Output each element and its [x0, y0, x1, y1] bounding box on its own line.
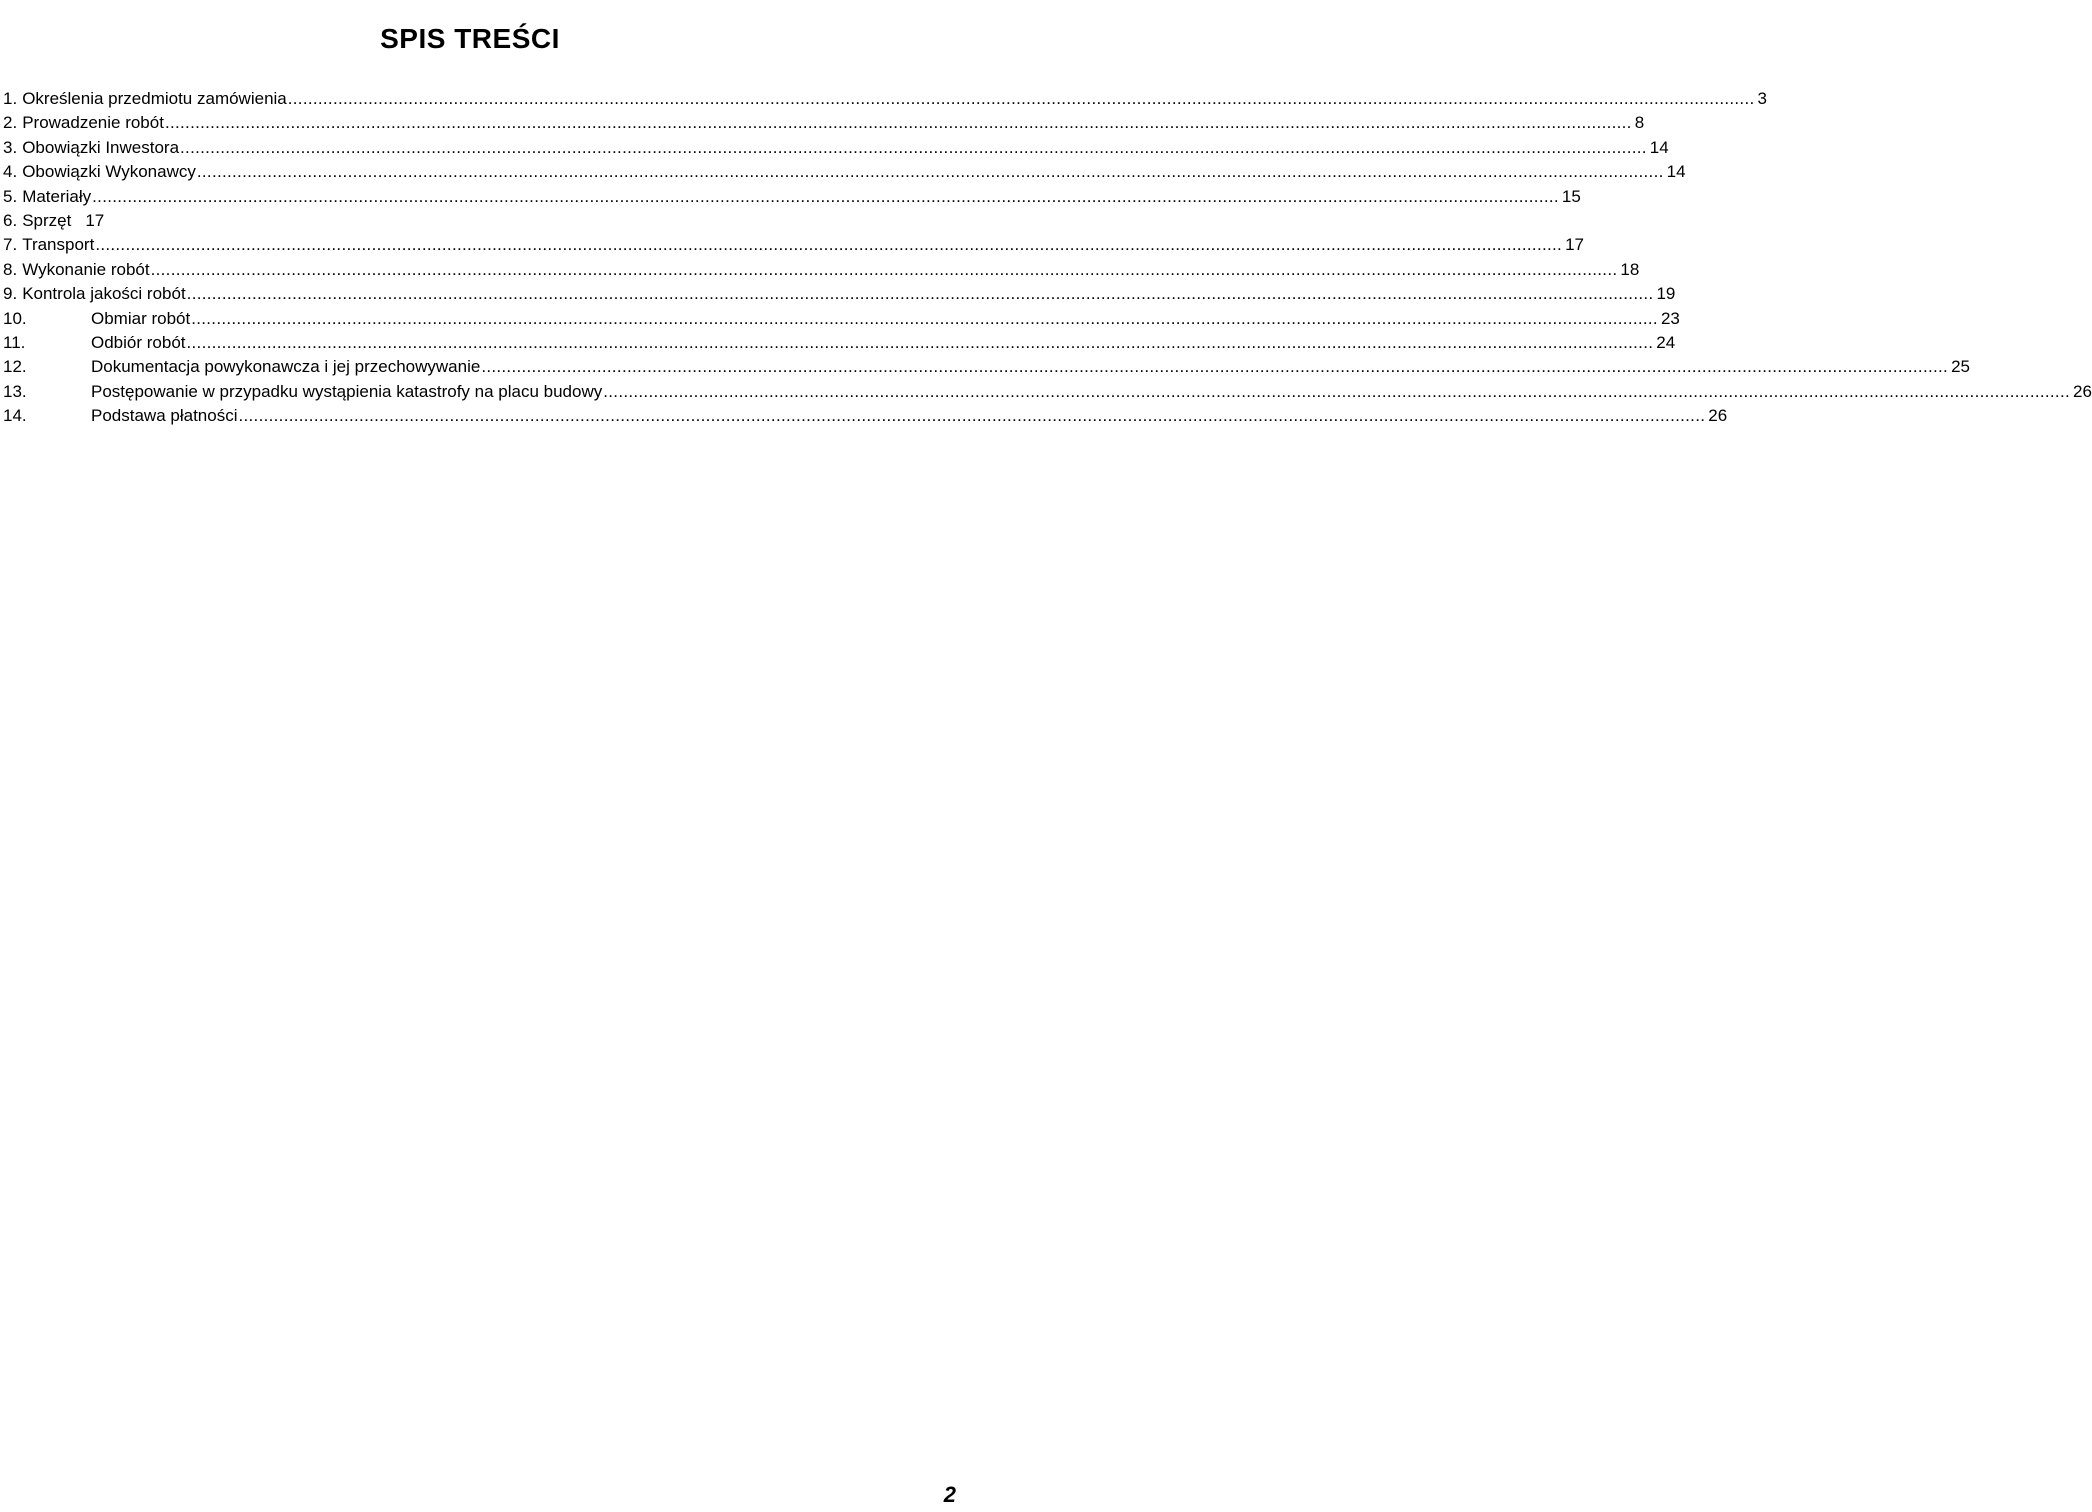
toc-entry-page: 17: [85, 210, 105, 230]
toc-entry-3[interactable]: [3, 136, 1669, 160]
toc-entry-number: 7.: [3, 235, 18, 255]
toc-entry-label: Postępowanie w przypadku wystąpienia katastrofy na placu budowy: [91, 381, 603, 401]
table-of-contents: [3, 87, 2092, 428]
toc-entry-page: 26: [1708, 406, 1728, 426]
toc-dot-leader: [481, 355, 1948, 379]
toc-entry-label: Dokumentacja powykonawcza i jej przechowywanie: [91, 357, 481, 377]
toc-entry-page: 26: [2073, 381, 2092, 401]
toc-entry-number: 9.: [3, 284, 18, 304]
toc-entry-number: 1.: [3, 89, 18, 108]
toc-dot-leader: [191, 307, 1658, 331]
toc-entry-label: Obmiar robót: [91, 308, 191, 328]
toc-entry-page: 14: [1649, 137, 1669, 157]
toc-entry-label: Obowiązki Inwestora: [22, 137, 180, 157]
toc-dot-leader: [238, 404, 1705, 428]
toc-entry-10[interactable]: [3, 307, 1680, 331]
page-title: SPIS TREŚCI: [380, 22, 560, 54]
toc-entry-number: 4.: [3, 162, 18, 182]
toc-entry-label: Określenia przedmiotu zamówienia: [22, 89, 287, 108]
toc-entry-number: 3.: [3, 137, 18, 157]
toc-entry-page: 8: [1634, 113, 1645, 133]
toc-entry-number: 5.: [3, 186, 18, 206]
toc-entry-page: 23: [1660, 308, 1680, 328]
toc-entry-label: Sprzęt: [22, 210, 72, 230]
toc-entry-page: 19: [1656, 284, 1676, 304]
toc-entry-12[interactable]: [3, 355, 1970, 379]
toc-entry-page: 15: [1561, 186, 1581, 206]
toc-entry-7[interactable]: [3, 233, 1584, 257]
toc-dot-leader: [603, 380, 2070, 404]
toc-entry-label: Kontrola jakości robót: [22, 284, 186, 304]
toc-entry-9[interactable]: [3, 282, 1676, 306]
toc-entry-1[interactable]: [3, 87, 1767, 111]
toc-entry-label: Obowiązki Wykonawcy: [22, 162, 196, 182]
toc-entry-13[interactable]: [3, 380, 2092, 404]
toc-dot-leader: [151, 258, 1618, 282]
toc-entry-11[interactable]: [3, 331, 1676, 355]
toc-entry-number: 13.: [3, 381, 27, 401]
toc-entry-5[interactable]: [3, 185, 1581, 209]
toc-entry-page: 17: [1565, 235, 1584, 255]
toc-entry-label: Podstawa płatności: [91, 406, 238, 426]
toc-entry-label: Transport: [22, 235, 95, 255]
toc-entry-number: 6.: [3, 210, 18, 230]
toc-entry-4[interactable]: [3, 160, 1686, 184]
toc-dot-leader: [288, 87, 1755, 111]
toc-entry-number: 12.: [3, 357, 27, 377]
toc-dot-leader: [187, 331, 1654, 355]
toc-entry-8[interactable]: [3, 258, 1640, 282]
toc-entry-page: 14: [1666, 162, 1686, 182]
toc-entry-page: 3: [1757, 89, 1767, 108]
toc-entry-number: 8.: [3, 259, 18, 279]
toc-entry-number: 10.: [3, 308, 27, 328]
toc-entry-page: 18: [1620, 259, 1640, 279]
toc-dot-leader: [95, 233, 1562, 257]
toc-dot-leader: [187, 282, 1654, 306]
toc-entry-label: Wykonanie robót: [22, 259, 150, 279]
toc-entry-label: Prowadzenie robót: [22, 113, 164, 133]
toc-entry-2[interactable]: [3, 111, 1645, 135]
page-number: 2: [943, 1482, 956, 1507]
toc-entry-14[interactable]: [3, 404, 1728, 428]
toc-entry-page: 25: [1951, 357, 1970, 377]
toc-dot-leader: [180, 136, 1647, 160]
toc-entry-number: 2.: [3, 113, 18, 133]
toc-entry-page: 24: [1656, 332, 1676, 352]
toc-entry-6[interactable]: [3, 209, 956, 233]
toc-dot-leader: [197, 160, 1664, 184]
toc-entry-label: Materiały: [22, 186, 92, 206]
toc-dot-leader: [92, 185, 1559, 209]
toc-entry-number: 11.: [3, 332, 26, 352]
toc-entry-label: Odbiór robót: [91, 332, 186, 352]
toc-entry-number: 14.: [3, 406, 27, 426]
toc-dot-leader: [165, 111, 1632, 135]
